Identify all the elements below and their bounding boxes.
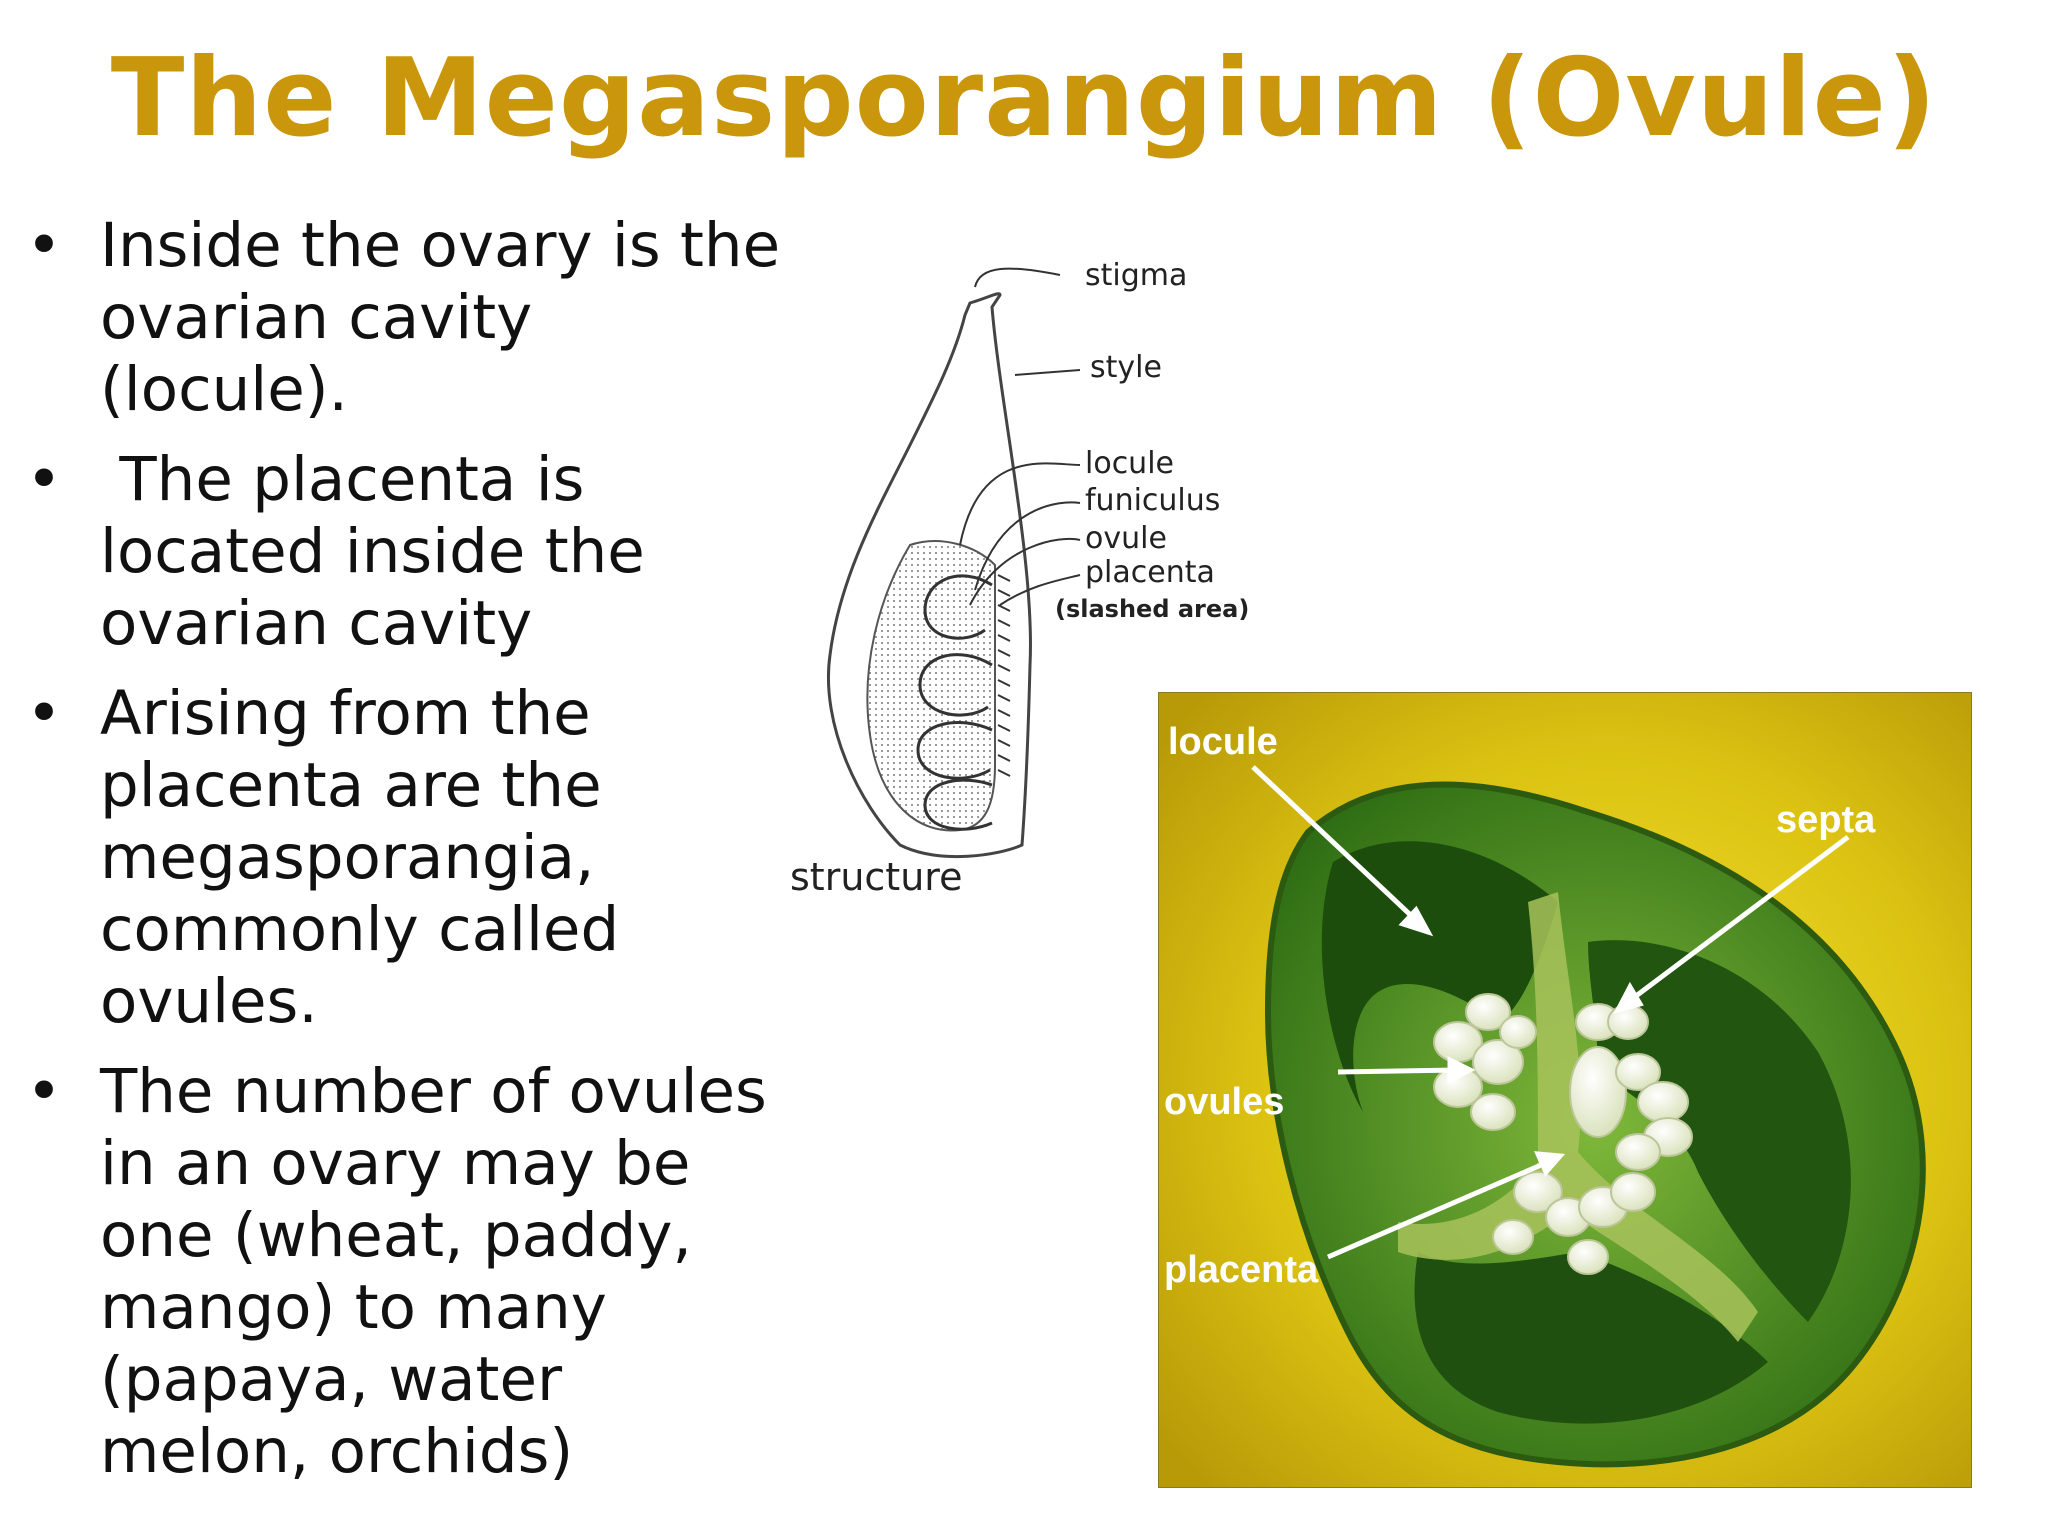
label-style: style <box>1090 350 1162 385</box>
bullet-text: The number of ovules in an ovary may be one (wheat, paddy, mango) to many (papaya, water melon, orchids) <box>100 1056 767 1487</box>
label-funiculus: funiculus <box>1085 483 1221 518</box>
label-slashed-area: (slashed area) <box>1055 595 1250 623</box>
label-stigma: stigma <box>1085 258 1188 293</box>
ovary-cross-section-photo <box>1158 692 1972 1488</box>
slide-title: The Megasporangium (Ovule) <box>110 36 1938 161</box>
bullet-text: Inside the ovary is the ovarian cavity (locule). <box>100 210 781 425</box>
bullet-text: Arising from the placenta are the megasporangia, commonly called ovules. <box>100 678 620 1037</box>
bullet-text: The placenta is located inside the ovarian cavity <box>100 444 665 659</box>
bullet-item <box>22 444 782 660</box>
placenta-slashes <box>998 575 1010 776</box>
photo-label-septa: septa <box>1776 799 1876 841</box>
label-ovule: ovule <box>1085 521 1167 556</box>
bullet-item <box>22 1056 782 1488</box>
bullet-item <box>22 678 782 1038</box>
photo-label-placenta: placenta <box>1164 1249 1319 1291</box>
label-locule: locule <box>1085 446 1174 481</box>
label-placenta: placenta <box>1085 555 1215 590</box>
photo-label-locule: locule <box>1168 721 1278 763</box>
bullet-dot: • <box>26 1056 62 1127</box>
bullet-dot: • <box>26 210 62 281</box>
bullet-dot: • <box>26 444 62 515</box>
photo-label-ovules: ovules <box>1164 1081 1285 1123</box>
bullet-dot: • <box>26 678 62 749</box>
bullet-item <box>22 210 782 426</box>
label-structure: structure <box>790 855 963 899</box>
bullet-list <box>22 210 782 1506</box>
